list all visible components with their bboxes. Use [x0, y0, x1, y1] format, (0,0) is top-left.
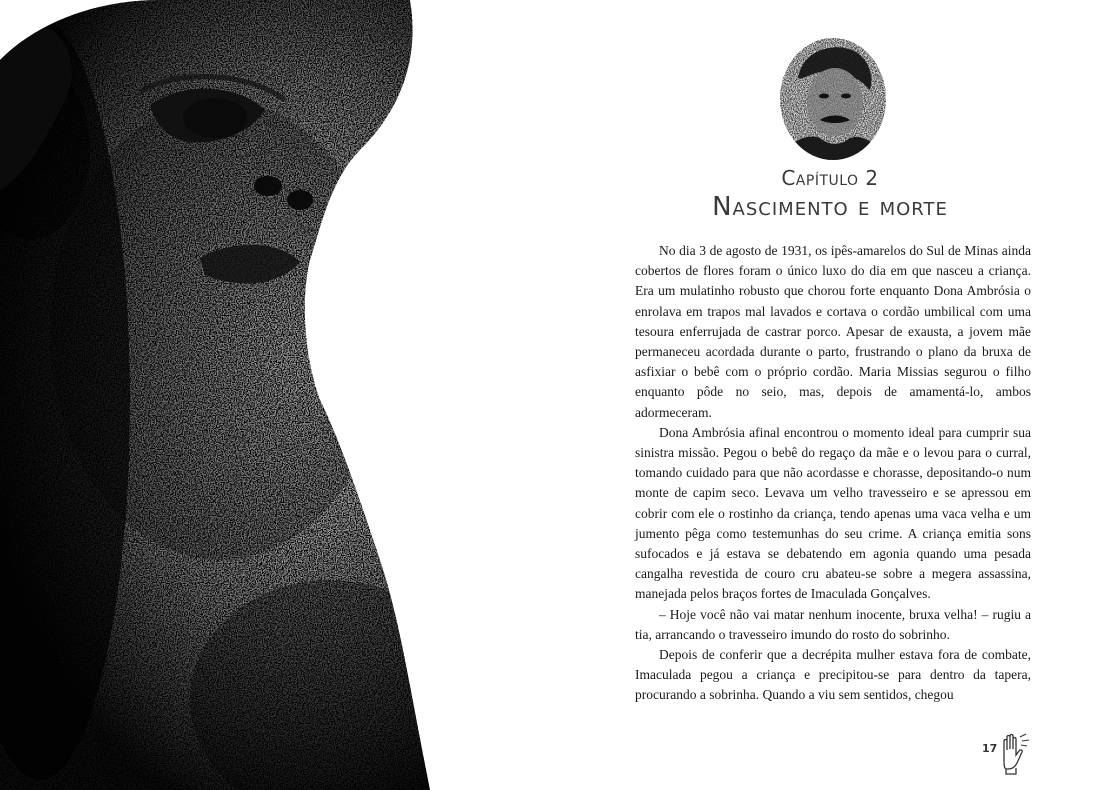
hand-emblem-icon: [996, 731, 1032, 775]
paragraph: Dona Ambrósia afinal encontrou o momento ideal para cumprir sua sinistra missão. Pegou o bebê do regaço da mãe e o levou para o curral, tomando cuidado para que não acordasse e chorasse, depositando-o num monte de capim seco. Levava um velho travesseiro e se apressou em cobrir com ele o rostinho da criança, tendo apenas uma vaca velha e um jumento pêga como testemunhas do seu crime. A criança emitia sons sufocados e já estava se debatendo em agonia quando uma pesada cangalha revestida de couro cru abateu-se sobre a megera assassina, manejada pelos braços fortes de Imaculada Gonçalves.: [635, 424, 1031, 602]
paragraph: – Hoje você não vai matar nenhum inocente, bruxa velha! – rugiu a tia, arrancando o travesseiro imundo do rosto do sobrinho.: [635, 606, 1031, 642]
chapter-body: [635, 241, 1031, 706]
paragraph: No dia 3 de agosto de 1931, os ipês-amarelos do Sul de Minas ainda cobertos de flores foram o único luxo do dia em que nasceu a criança. Era um mulatinho robusto que chorou forte enquanto Dona Ambrósia o enrolava em trapos mal lavados e cortava o cordão umbilical com uma tesoura enferrujada de castrar porco. Apesar de exausta, a jovem mãe permaneceu acordada durante o parto, frustrando o plano da bruxa de asfixiar o bebê com o próprio cordão. Maria Missias segurou o filho enquanto pôde no seio, mas, depois de amamentá-lo, ambos adormeceram.: [635, 243, 1031, 420]
chapter-label: Capítulo 2: [781, 166, 879, 190]
author-portrait: [780, 38, 886, 160]
paragraph: Depois de conferir que a decrépita mulher estava fora de combate, Imaculada pegou a criança e precipitou-se para dentro da tapera, procurando a sobrinha. Quando a viu sem sentidos, chegou: [635, 647, 1031, 703]
page-number: 17: [982, 742, 998, 755]
chapter-title: Nascimento e morte: [712, 192, 948, 222]
portrait-photo-icon: [780, 38, 886, 160]
right-page: [560, 0, 1100, 790]
